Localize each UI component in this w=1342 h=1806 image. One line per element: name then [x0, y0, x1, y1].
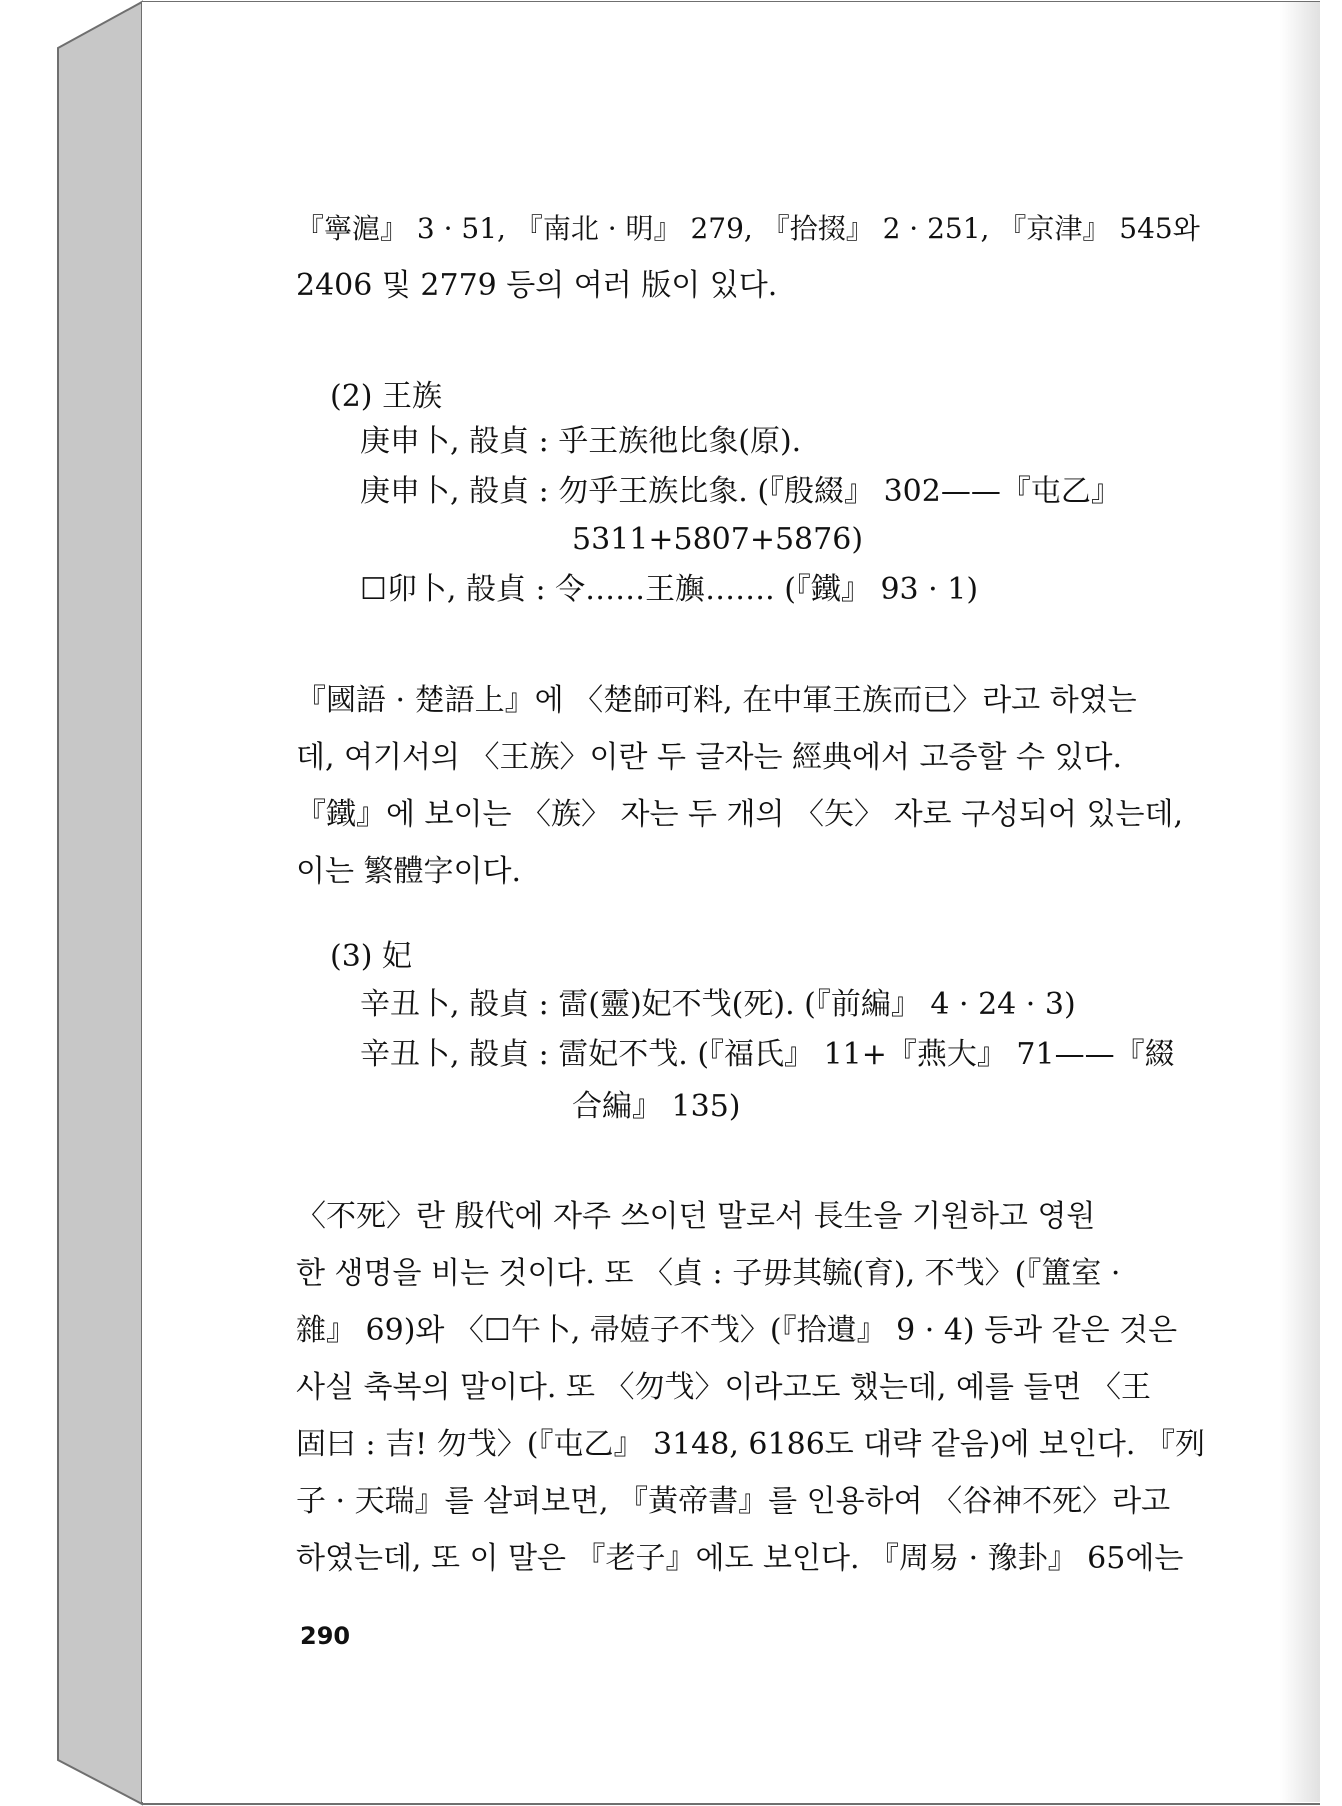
- section-3-entry-2-continued: 合編』 135): [572, 1089, 741, 1124]
- intro-line-2: 2406 및 2779 등의 여러 版이 있다.: [296, 268, 778, 303]
- page-number: 290: [300, 1622, 351, 1650]
- section-3-entry-2: 辛丑卜, 㱿貞 : 䨓妃不𢦏. (『福氏』 11+『燕大』 71——『綴: [360, 1037, 1175, 1072]
- section-3-paragraph-line-1: 〈不死〉란 殷代에 자주 쓰이던 말로서 長生을 기원하고 영원: [296, 1199, 1096, 1234]
- section-3-paragraph-line-4: 사실 축복의 말이다. 또 〈勿𢦏〉이라고도 했는데, 예를 들면 〈王: [296, 1370, 1151, 1405]
- section-3-entry-1: 辛丑卜, 㱿貞 : 䨓(靈)妃不𢦏(死). (『前編』 4 · 24 · 3): [360, 987, 1076, 1022]
- section-2-heading: (2) 王族: [330, 379, 443, 414]
- section-2-paragraph-line-3: 『鐵』에 보이는 〈族〉 자는 두 개의 〈矢〉 자로 구성되어 있는데,: [296, 797, 1184, 832]
- section-2-entry-3: ☐卯卜, 㱿貞 : 令……王旟……. (『鐵』 93 · 1): [360, 572, 979, 607]
- section-3-paragraph-line-5: 固曰 : 吉! 勿𢦏〉(『屯乙』 3148, 6186도 대략 같음)에 보인다. 『列: [296, 1427, 1205, 1462]
- section-3-heading: (3) 妃: [330, 939, 413, 974]
- section-2-entry-2-continued: 5311+5807+5876): [572, 522, 864, 557]
- page-edge-shadow: [1280, 2, 1320, 1802]
- section-2-paragraph-line-2: 데, 여기서의 〈王族〉이란 두 글자는 經典에서 고증할 수 있다.: [296, 740, 1122, 775]
- intro-line-1: 『寧滬』 3 · 51, 『南北 · 明』 279, 『拾掇』 2 · 251, 『京津』 545와: [296, 212, 1200, 245]
- section-3-paragraph-line-7: 하였는데, 또 이 말은 『老子』에도 보인다. 『周易 · 豫卦』 65에는: [296, 1541, 1184, 1576]
- section-2-paragraph-line-1: 『國語 · 楚語上』에 〈楚師可料, 在中軍王族而已〉라고 하였는: [296, 683, 1137, 718]
- section-2-paragraph-line-4: 이는 繁體字이다.: [296, 854, 521, 889]
- section-2-entry-1: 庚申卜, 㱿貞 : 乎王族彵比𧰼(原).: [360, 424, 802, 459]
- section-3-paragraph-line-2: 한 생명을 비는 것이다. 또 〈貞 : 子毋其毓(育), 不𢦏〉(『簠室 ·: [296, 1256, 1121, 1291]
- section-3-paragraph-line-3: 雜』 69)와 〈☐午卜, 帚㛸子不𢦏〉(『拾遺』 9 · 4) 등과 같은 것은: [296, 1313, 1178, 1348]
- section-3-paragraph-line-6: 子 · 天瑞』를 살펴보면, 『黃帝書』를 인용하여 〈谷神不死〉라고: [296, 1484, 1171, 1519]
- section-2-entry-2: 庚申卜, 㱿貞 : 勿乎王族比𧰼. (『殷綴』 302——『屯乙』: [360, 474, 1121, 509]
